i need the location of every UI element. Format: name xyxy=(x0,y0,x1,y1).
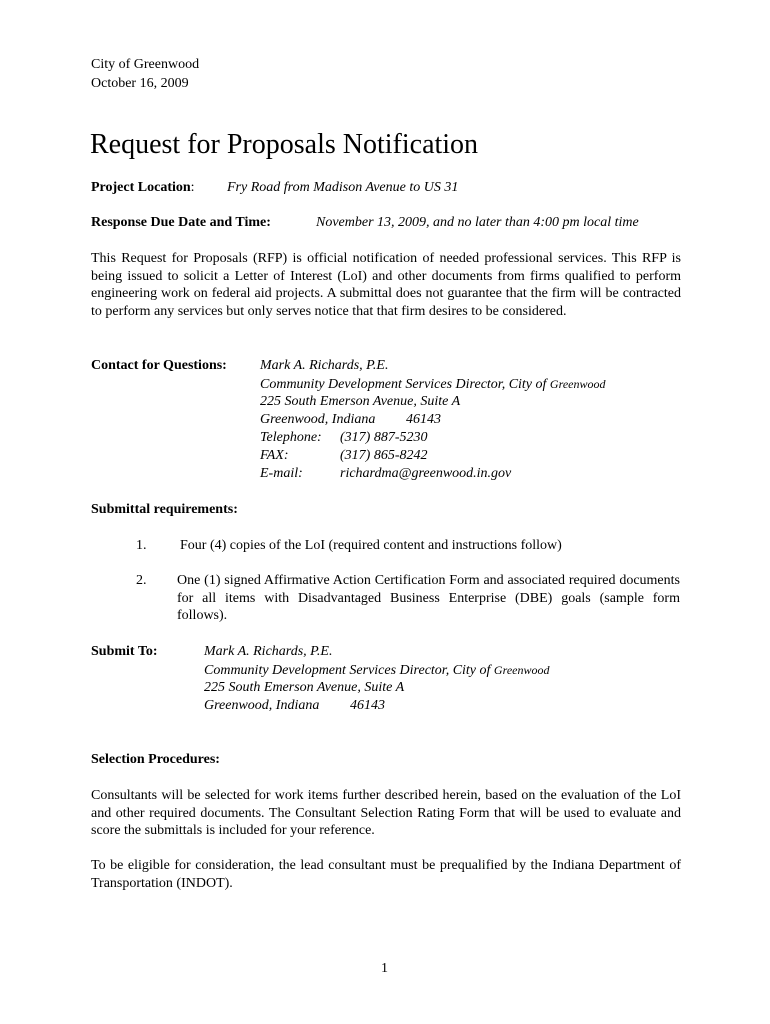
response-due-value: November 13, 2009, and no later than 4:00 pm local time xyxy=(316,215,639,230)
submit-to-zip: 46143 xyxy=(350,698,385,713)
selection-heading: Selection Procedures: xyxy=(91,752,220,767)
page-number: 1 xyxy=(381,961,388,976)
header-date: October 16, 2009 xyxy=(91,76,189,91)
contact-fax: (317) 865-8242 xyxy=(340,448,428,463)
submittal-item-text: One (1) signed Affirmative Action Certification Form and associated required documents for all items with Disadvantaged Business Enterprise (DBE) goals (sample form follows). xyxy=(177,573,680,623)
submit-to-address: 225 South Emerson Avenue, Suite A xyxy=(204,680,405,695)
intro-paragraph: This Request for Proposals (RFP) is official notification of needed professional services. This RFP is being issued to solicit a Letter of Interest (LoI) and other documents from firms qualified to perform engineering work on federal aid projects. A submittal does not guarantee that the firm will be contracted to perform any services but only serves notice that that firm desires to be considered. xyxy=(91,251,681,319)
contact-fax-label: FAX: xyxy=(260,448,289,463)
submit-to-city: Greenwood, Indiana xyxy=(204,698,320,713)
contact-telephone-label: Telephone: xyxy=(260,430,322,445)
response-due-label: Response Due Date and Time: xyxy=(91,215,271,230)
project-location-value: Fry Road from Madison Avenue to US 31 xyxy=(227,180,459,195)
submit-to-name: Mark A. Richards, P.E. xyxy=(204,644,333,659)
submittal-item-text: Four (4) copies of the LoI (required content and instructions follow) xyxy=(180,538,562,553)
contact-address: 225 South Emerson Avenue, Suite A xyxy=(260,394,461,409)
contact-city: Greenwood, Indiana xyxy=(260,412,376,427)
page-title: Request for Proposals Notification xyxy=(90,129,479,160)
contact-zip: 46143 xyxy=(406,412,441,427)
contact-email[interactable]: richardma@greenwood.in.gov xyxy=(340,466,512,481)
submit-to-title: Community Development Services Director, City of Greenwood xyxy=(204,663,550,678)
header-org: City of Greenwood xyxy=(91,57,200,72)
contact-email-label: E-mail: xyxy=(260,466,303,481)
contact-name: Mark A. Richards, P.E. xyxy=(260,358,389,373)
selection-paragraph: Consultants will be selected for work items further described herein, based on the evaluation of the LoI and other required documents. The Consultant Selection Rating Form that will be used to evaluate and score the submittals is included for your reference. xyxy=(91,788,681,838)
submittal-item-number: 2. xyxy=(136,573,147,588)
contact-label: Contact for Questions: xyxy=(91,358,227,373)
submittal-item-number: 1. xyxy=(136,538,147,553)
eligibility-paragraph: To be eligible for consideration, the lead consultant must be prequalified by the Indiana Department of Transportation (INDOT). xyxy=(91,858,681,891)
contact-title: Community Development Services Director, City of Greenwood xyxy=(260,377,606,392)
contact-telephone: (317) 887-5230 xyxy=(340,430,428,445)
project-location-label: Project Location: xyxy=(91,180,195,195)
submittal-heading: Submittal requirements: xyxy=(91,502,238,517)
submit-to-label: Submit To: xyxy=(91,644,158,659)
